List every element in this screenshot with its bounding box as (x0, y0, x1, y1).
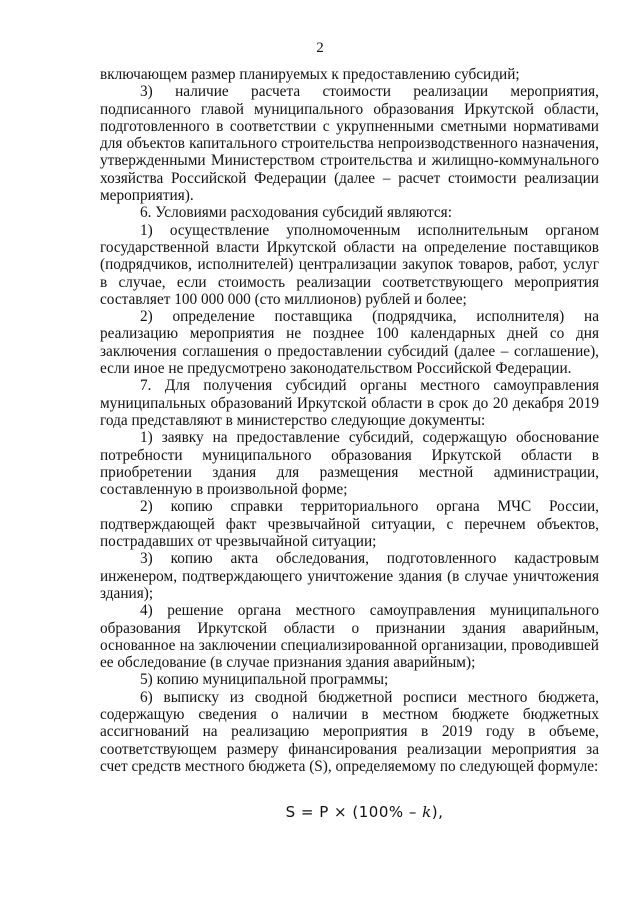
paragraph: 3) копию акта обследования, подготовленного кадастровым инженером, подтверждающего уничтожение здания (в случае уничтожения здания); (100, 550, 599, 602)
formula-equals: = (295, 803, 320, 822)
paragraph: 5) копию муниципальной программы; (140, 671, 389, 689)
formula (100, 803, 599, 821)
document-body (100, 66, 599, 821)
page-number: 2 (316, 40, 324, 56)
paragraph: 4) решение органа местного самоуправления муниципального образования Иркутской области о признании здания аварийным, основанное на заключении специализированной организации, проводившей ее обследование (в случае признания здания аварийным); (100, 602, 599, 672)
formula-k: k (422, 803, 432, 822)
paragraph: 7. Для получения субсидий органы местного самоуправления муниципальных образований Иркутской области в срок до 20 декабря 2019 года представляют в министерство следующие документы: (100, 377, 599, 429)
formula-lhs: S (285, 803, 296, 822)
paragraph: 1) заявку на предоставление субсидий, содержащую обоснование потребности муниципального образования Иркутской области в приобретении здания для размещения местной администрации, составленную в произвольной форме; (100, 429, 599, 499)
paragraph: 6. Условиями расходования субсидий являются: (140, 204, 452, 222)
paragraph: 6) выписку из сводной бюджетной росписи местного бюджета, содержащую сведения о наличии в местном бюджете бюджетных ассигнований на реализацию мероприятия в 2019 году в объеме, соответствующем размеру финансирования реализации мероприятия за счет средств местного бюджета (S), определяемому по следующей формуле: (100, 688, 599, 775)
paragraph: 3) наличие расчета стоимости реализации мероприятия, подписанного главой муниципального образования Иркутской области, подготовленного в соответствии с укрупненными сметными нормативами для объектов капитального строительства непроизводственного назначения, утвержденными Министерством строительства и жилищно-коммунального хозяйства Российской Федерации (далее – расчет стоимости реализации мероприятия). (100, 83, 599, 205)
formula-paren-close: ), (431, 803, 444, 822)
paragraph: 1) осуществление уполномоченным исполнительным органом государственной власти Иркутской области на определение поставщиков (подрядчиков, исполнителей) централизации закупок товаров, работ, услуг в случае, если стоимость реализации соответствующего мероприятия составляет 100 000 000 (сто миллионов) рублей и более; (100, 221, 599, 308)
formula-p: P (319, 803, 329, 822)
formula-paren-open: (100% – (352, 803, 423, 822)
paragraph: включающем размер планируемых к предоставлению субсидий; (100, 66, 520, 83)
paragraph: 2) определение поставщика (подрядчика, исполнителя) на реализацию мероприятия не позднее 100 календарных дней со дня заключения соглашения о предоставлении субсидий (далее – соглашение), если иное не предусмотрено законодательством Российской Федерации. (100, 308, 599, 378)
formula-times: × (328, 803, 353, 822)
paragraph: 2) копию справки территориального органа МЧС России, подтверждающей факт чрезвычайной ситуации, с перечнем объектов, пострадавших от чрезвычайной ситуации; (100, 498, 599, 551)
